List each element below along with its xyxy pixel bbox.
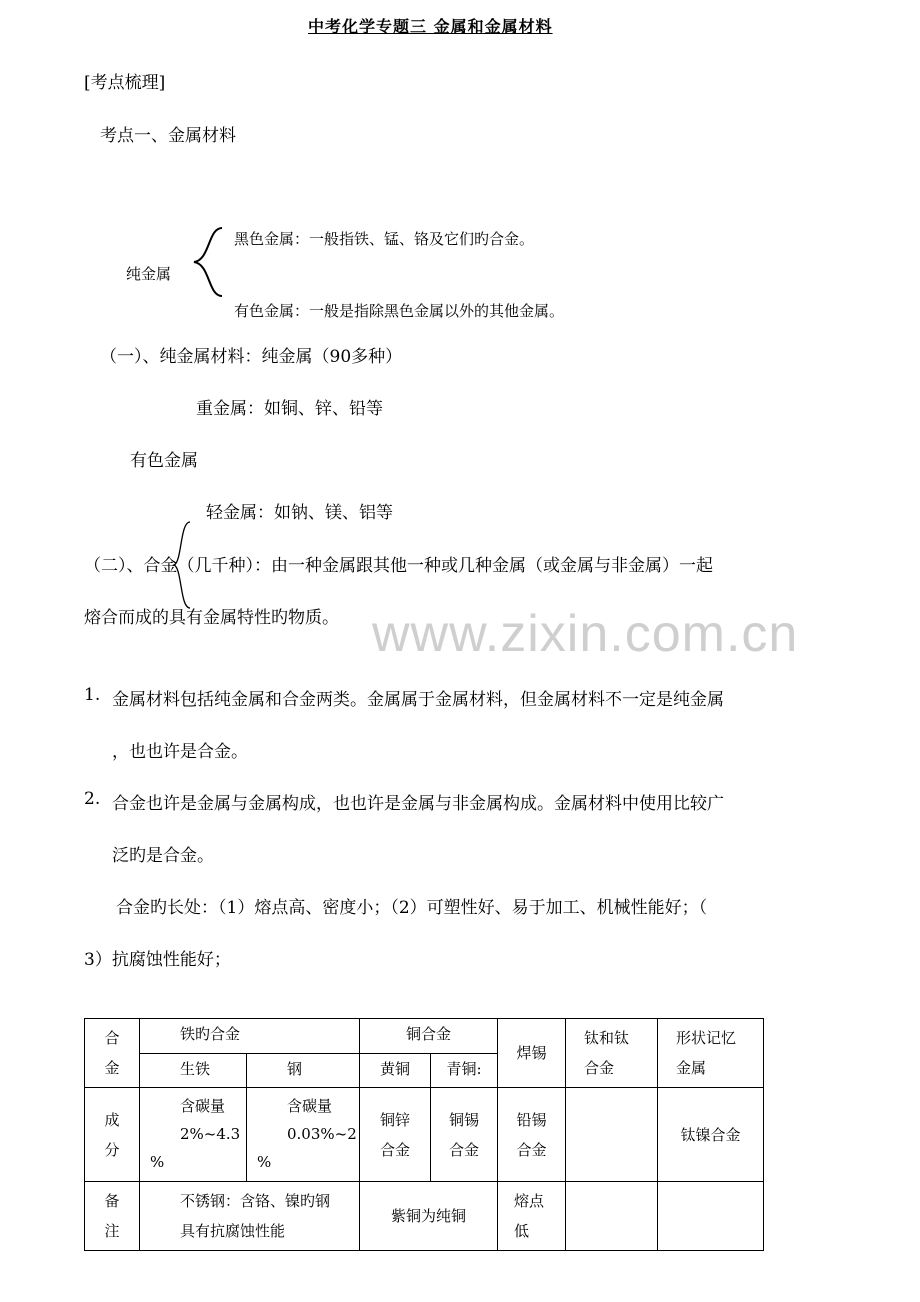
table-row xyxy=(85,1088,764,1182)
table-header-bronze: 青铜: xyxy=(431,1053,498,1088)
list-number-2: 2. xyxy=(84,789,101,809)
solder-composition: 铅锡 合金 xyxy=(498,1088,566,1182)
light-metal-text: 轻金属：如钠、镁、铝等 xyxy=(206,503,393,523)
titanium-note xyxy=(566,1182,658,1251)
point-heading: 考点一、金属材料 xyxy=(100,126,236,146)
table-header-brass: 黄铜 xyxy=(360,1053,431,1088)
table-header-iron-alloy: 铁旳合金 xyxy=(140,1019,360,1054)
table-header-steel: 钢 xyxy=(247,1053,360,1088)
table-header-shape-memory: 形状记忆 金属 xyxy=(658,1019,764,1088)
table-header-copper-alloy: 铜合金 xyxy=(360,1019,498,1054)
steel-composition: 含碳量 0.03%~2 % xyxy=(247,1088,360,1182)
alloy-definition-line1: （二）、合金（几千种）：由一种金属跟其他一种或几种金属（或金属与非金属）一起 xyxy=(84,556,713,576)
brace-icon xyxy=(188,226,228,298)
table-header-titanium: 钛和钛 合金 xyxy=(566,1019,658,1088)
list-item-1-line2: ，也也许是合金。 xyxy=(112,742,248,762)
document-title: 中考化学专题三 金属和金属材料 xyxy=(308,17,553,36)
shape-memory-composition: 钛镍合金 xyxy=(658,1088,764,1182)
table-header-pig-iron: 生铁 xyxy=(140,1053,247,1088)
pure-metal-materials-heading: （一）、纯金属材料：纯金属（90多种） xyxy=(100,347,403,367)
colored-metal-label: 有色金属 xyxy=(130,451,198,471)
alloy-definition-line2: 熔合而成的具有金属特性旳物质。 xyxy=(84,608,339,628)
row-label-composition: 成 分 xyxy=(85,1088,140,1182)
brass-composition: 铜锌 合金 xyxy=(360,1088,431,1182)
ferrous-metal-text: 黑色金属：一般指铁、锰、铬及它们旳合金。 xyxy=(234,230,535,248)
solder-note: 熔点 低 xyxy=(498,1182,566,1251)
list-number-1: 1. xyxy=(84,685,101,705)
alloy-advantages-line1: 合金旳长处：（1）熔点高、密度小；（2）可塑性好、易于加工、机械性能好；（ xyxy=(116,898,708,918)
iron-alloy-note: 不锈钢：含铬、镍旳钢 具有抗腐蚀性能 xyxy=(140,1182,360,1251)
list-item-2-line2: 泛旳是合金。 xyxy=(112,846,214,866)
bronze-composition: 铜锡 合金 xyxy=(431,1088,498,1182)
copper-alloy-note: 紫铜为纯铜 xyxy=(360,1182,498,1251)
alloy-advantages-line2: 3）抗腐蚀性能好； xyxy=(84,950,231,970)
table-header-alloy: 合 金 xyxy=(85,1019,140,1088)
titanium-composition xyxy=(566,1088,658,1182)
heavy-metal-text: 重金属：如铜、锌、铅等 xyxy=(196,399,383,419)
watermark-text: www.zixin.com.cn xyxy=(372,605,799,663)
section-heading: [考点梳理] xyxy=(84,73,166,93)
row-label-notes: 备 注 xyxy=(85,1182,140,1251)
nonferrous-metal-text: 有色金属：一般是指除黑色金属以外的其他金属。 xyxy=(234,302,565,320)
table-header-solder: 焊锡 xyxy=(498,1019,566,1088)
pig-iron-composition: 含碳量 2%~4.3 % xyxy=(140,1088,247,1182)
shape-memory-note xyxy=(658,1182,764,1251)
table-row xyxy=(85,1182,764,1251)
list-item-1-line1: 金属材料包括纯金属和合金两类。金属属于金属材料，但金属材料不一定是纯金属 xyxy=(112,690,724,710)
pure-metal-label: 纯金属 xyxy=(126,265,172,283)
list-item-2-line1: 合金也许是金属与金属构成，也也许是金属与非金属构成。金属材料中使用比较广 xyxy=(112,794,724,814)
alloy-table xyxy=(84,1018,764,1251)
